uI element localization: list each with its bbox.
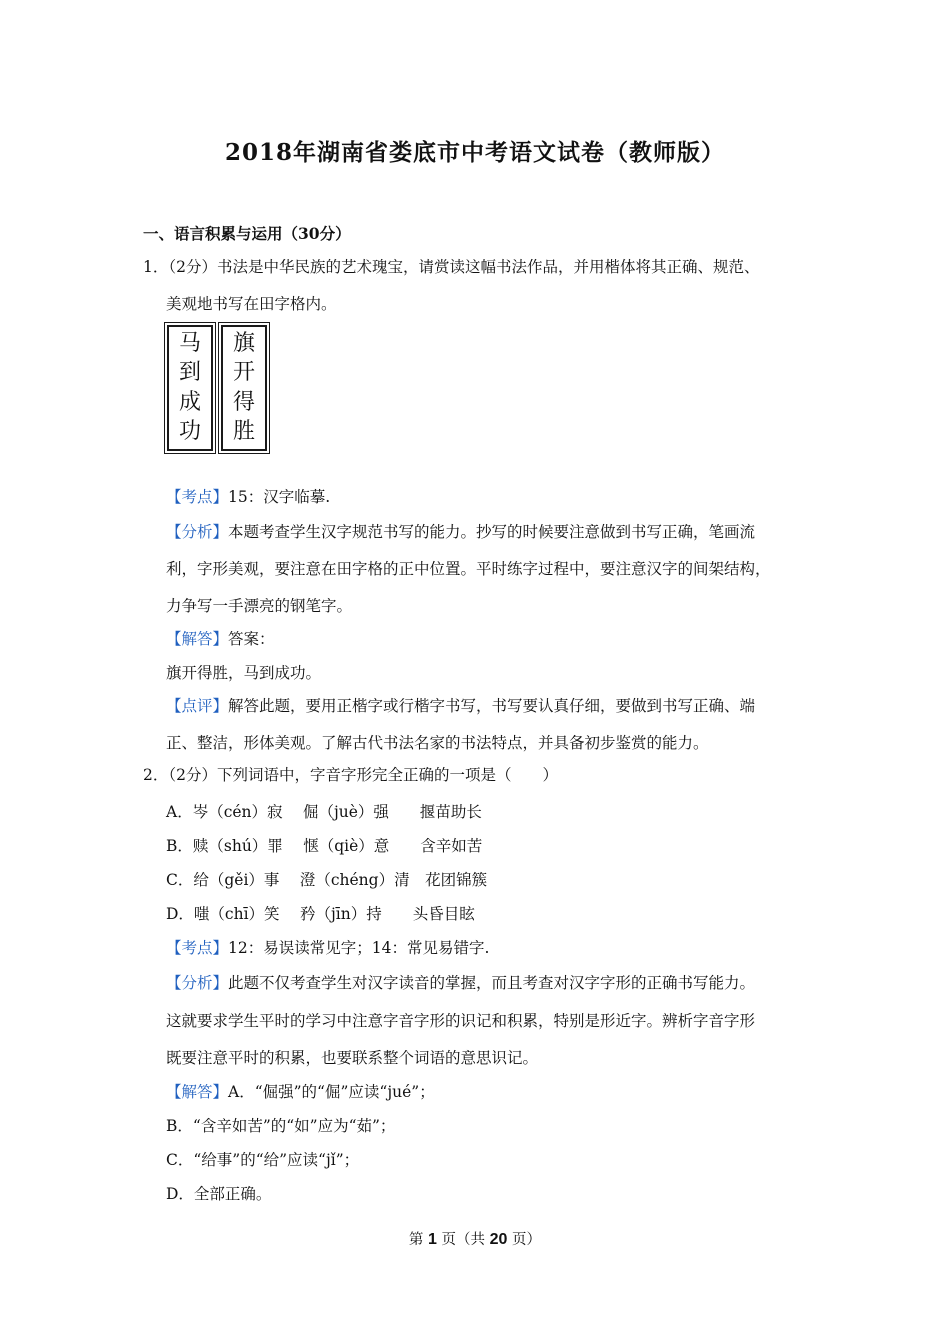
jieda-text: A．“倔强”的“倔”应读“jué”； bbox=[228, 1083, 435, 1101]
q1-fenxi-line1 bbox=[166, 521, 755, 543]
q2-jieda-line3: C．“给事”的“给”应读“jǐ”； bbox=[166, 1151, 360, 1169]
dianping-text: 解答此题，要用正楷字或行楷字书写，书写要认真仔细，要做到书写正确、端 bbox=[228, 697, 756, 715]
calligraphy-char: 旗 bbox=[232, 330, 255, 356]
q1-jieda-line2: 旗开得胜，马到成功。 bbox=[166, 664, 322, 682]
q1-fenxi-line3: 力争写一手漂亮的钢笔字。 bbox=[166, 597, 353, 615]
footer-post: 页） bbox=[507, 1232, 542, 1248]
q2-option-c: C．给（gěi）事 澄（chéng）清 花团锦簇 bbox=[166, 871, 488, 889]
calligraphy-char: 到 bbox=[178, 360, 201, 386]
q1-jieda-line1 bbox=[166, 628, 275, 650]
footer-total-pages: 20 bbox=[489, 1231, 508, 1248]
q1-dianping-line1 bbox=[166, 695, 755, 717]
fenxi-tag: 【分析】 bbox=[166, 523, 229, 541]
q1-stem-line1: 1．（2分）书法是中华民族的艺术瑰宝，请赏读这幅书法作品，并用楷体将其正确、规范、 bbox=[143, 258, 760, 276]
jieda-tag: 【解答】 bbox=[166, 1083, 229, 1101]
calligraphy-char: 开 bbox=[232, 360, 255, 386]
calligraphy-scroll-left bbox=[167, 325, 213, 451]
q2-option-a: A．岑（cén）寂 倔（juè）强 揠苗助长 bbox=[166, 803, 482, 821]
footer-pre: 第 bbox=[408, 1232, 429, 1248]
footer-page-number: 1 bbox=[428, 1231, 437, 1248]
fenxi-text: 本题考查学生汉字规范书写的能力。抄写的时候要注意做到书写正确，笔画流 bbox=[228, 523, 756, 541]
calligraphy-char: 胜 bbox=[232, 419, 255, 445]
q2-fenxi-line2: 这就要求学生平时的学习中注意字音字形的识记和积累，特别是形近字。辨析字音字形 bbox=[166, 1012, 756, 1030]
q2-fenxi-line1 bbox=[166, 972, 755, 994]
fenxi-text: 此题不仅考查学生对汉字读音的掌握，而且考查对汉字字形的正确书写能力。 bbox=[228, 974, 756, 992]
calligraphy-char: 得 bbox=[232, 389, 255, 415]
jieda-tag: 【解答】 bbox=[166, 630, 229, 648]
q1-stem-line2: 美观地书写在田字格内。 bbox=[166, 295, 337, 313]
calligraphy-char: 成 bbox=[178, 389, 201, 415]
section-heading: 一、语言积累与运用（30分） bbox=[143, 224, 351, 243]
q1-kaodian bbox=[166, 486, 330, 508]
calligraphy-char: 功 bbox=[178, 419, 201, 445]
q2-option-d: D．嗤（chī）笑 矜（jīn）持 头昏目眩 bbox=[166, 905, 475, 923]
q2-jieda-line1 bbox=[166, 1081, 435, 1103]
page-footer bbox=[0, 1228, 950, 1249]
q2-stem: 2．（2分）下列词语中，字音字形完全正确的一项是（ ） bbox=[143, 766, 558, 784]
document-title: 2018年湖南省娄底市中考语文试卷（教师版） bbox=[224, 139, 725, 166]
q2-fenxi-line3: 既要注意平时的积累，也要联系整个词语的意思识记。 bbox=[166, 1049, 539, 1067]
q2-jieda-line4: D．全部正确。 bbox=[166, 1185, 272, 1203]
q2-jieda-line2: B．“含辛如苦”的“如”应为“茹”； bbox=[166, 1117, 396, 1135]
kaodian-tag: 【考点】 bbox=[166, 488, 229, 506]
q2-option-b: B．赎（shú）罪 惬（qiè）意 含辛如苦 bbox=[166, 837, 483, 855]
q1-dianping-line2: 正、整洁，形体美观。了解古代书法名家的书法特点，并具备初步鉴赏的能力。 bbox=[166, 734, 709, 752]
kaodian-tag: 【考点】 bbox=[166, 939, 229, 957]
footer-mid: 页（共 bbox=[436, 1232, 490, 1248]
jieda-text: 答案： bbox=[228, 630, 275, 648]
q1-fenxi-line2: 利，字形美观，要注意在田字格的正中位置。平时练字过程中，要注意汉字的间架结构， bbox=[166, 560, 771, 578]
kaodian-text: 12：易误读常见字；14：常见易错字. bbox=[228, 939, 490, 957]
kaodian-text: 15：汉字临摹. bbox=[228, 488, 331, 506]
fenxi-tag: 【分析】 bbox=[166, 974, 229, 992]
calligraphy-scroll-right bbox=[221, 325, 267, 451]
dianping-tag: 【点评】 bbox=[166, 697, 229, 715]
calligraphy-char: 马 bbox=[178, 330, 201, 356]
q2-kaodian bbox=[166, 937, 489, 959]
